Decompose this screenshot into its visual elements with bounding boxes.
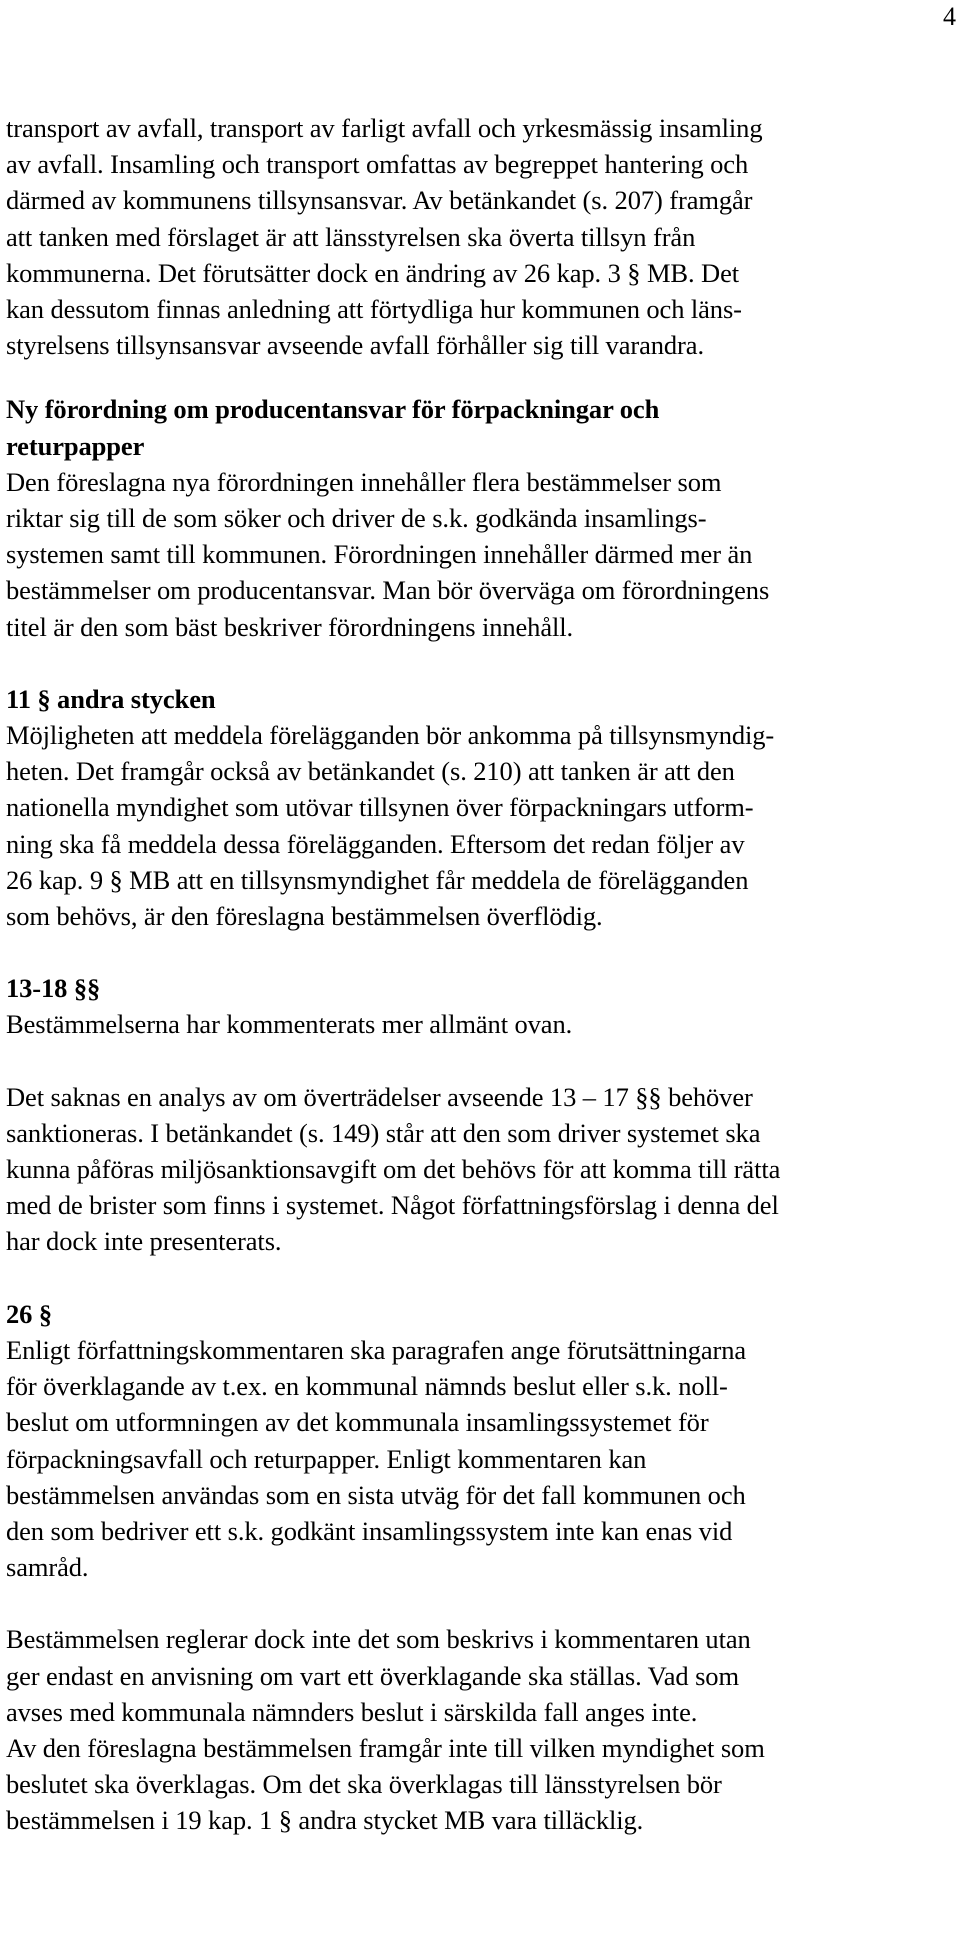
section-ny-forordning [6, 391, 951, 644]
text-line: Bestämmelserna har kommenterats mer allmänt ovan. [6, 1009, 573, 1040]
text-line: kunna påföras miljösanktionsavgift om det behövs för att komma till rätta [6, 1154, 781, 1185]
text-line: sanktioneras. I betänkandet (s. 149) står att den som driver systemet ska [6, 1117, 761, 1148]
text-line: 26 kap. 9 § MB att en tillsynsmyndighet får meddela de förelägganden [6, 864, 749, 895]
text-line: kan dessutom finnas anledning att förtydliga hur kommunen och läns- [6, 294, 742, 325]
section-heading: 26 § [6, 1298, 52, 1329]
text-line: Bestämmelsen reglerar dock inte det som beskrivs i kommentaren utan [6, 1624, 751, 1655]
text-line: som behövs, är den föreslagna bestämmelsen överflödig. [6, 901, 603, 932]
paragraph-intro [6, 110, 951, 363]
section-heading: 13-18 §§ [6, 973, 101, 1004]
section-heading: returpapper [6, 430, 145, 461]
text-line: Den föreslagna nya förordningen innehåller flera bestämmelser som [6, 466, 722, 497]
text-line: för överklagande av t.ex. en kommunal nämnds beslut eller s.k. noll- [6, 1371, 728, 1402]
text-line: ger endast en anvisning om vart ett överklagande ska ställas. Vad som [6, 1660, 739, 1691]
text-line: bestämmelsen i 19 kap. 1 § andra stycket MB vara tilläcklig. [6, 1805, 644, 1836]
document-body [6, 110, 951, 1839]
section-11 [6, 681, 951, 934]
text-line: systemen samt till kommunen. Förordningen innehåller därmed mer än [6, 539, 753, 570]
section-heading: Ny förordning om producentansvar för förpackningar och [6, 394, 660, 425]
paragraph-sanktioner [6, 1079, 951, 1260]
section-heading: 11 § andra stycken [6, 683, 216, 714]
text-line: bestämmelsen användas som en sista utväg för det fall kommunen och [6, 1479, 746, 1510]
text-line: förpackningsavfall och returpapper. Enligt kommentaren kan [6, 1443, 647, 1474]
text-line: den som bedriver ett s.k. godkänt insamlingssystem inte kan enas vid [6, 1515, 733, 1546]
text-line: av avfall. Insamling och transport omfattas av begreppet hantering och [6, 149, 749, 180]
text-line: beslut om utformningen av det kommunala insamlingssystemet för [6, 1407, 709, 1438]
text-line: Enligt författningskommentaren ska paragrafen ange förutsättningarna [6, 1334, 747, 1365]
text-line: riktar sig till de som söker och driver de s.k. godkända insamlings- [6, 503, 707, 534]
text-line: samråd. [6, 1552, 89, 1583]
text-line: Möjligheten att meddela förelägganden bör ankomma på tillsynsmyndig- [6, 720, 775, 751]
text-line: ning ska få meddela dessa förelägganden. Eftersom det redan följer av [6, 828, 745, 859]
page-number: 4 [943, 2, 956, 31]
text-line: Det saknas en analys av om överträdelser avseende 13 – 17 §§ behöver [6, 1081, 753, 1112]
text-line: transport av avfall, transport av farligt avfall och yrkesmässig insamling [6, 113, 763, 143]
text-line: avses med kommunala nämnders beslut i särskilda fall anges inte. [6, 1696, 698, 1727]
text-line: styrelsens tillsynsansvar avseende avfall förhåller sig till varandra. [6, 330, 704, 361]
text-line: nationella myndighet som utövar tillsynen över förpackningars utform- [6, 792, 754, 823]
text-line: att tanken med förslaget är att länsstyrelsen ska överta tillsyn från [6, 221, 696, 252]
text-line: beslutet ska överklagas. Om det ska överklagas till länsstyrelsen bör [6, 1769, 722, 1800]
text-line: heten. Det framgår också av betänkandet (s. 210) att tanken är att den [6, 756, 735, 787]
section-13-18 [6, 970, 951, 1042]
text-line: bestämmelser om producentansvar. Man bör överväga om förordningens [6, 575, 770, 606]
text-line: har dock inte presenterats. [6, 1226, 282, 1257]
paragraph-final [6, 1621, 951, 1838]
text-line: Av den föreslagna bestämmelsen framgår inte till vilken myndighet som [6, 1732, 765, 1763]
text-line: med de brister som finns i systemet. Något författningsförslag i denna del [6, 1190, 779, 1221]
section-26 [6, 1296, 951, 1586]
text-line: därmed av kommunens tillsynsansvar. Av betänkandet (s. 207) framgår [6, 185, 753, 216]
text-line: kommunerna. Det förutsätter dock en ändring av 26 kap. 3 § MB. Det [6, 257, 740, 288]
text-line: titel är den som bäst beskriver förordningens innehåll. [6, 611, 574, 642]
